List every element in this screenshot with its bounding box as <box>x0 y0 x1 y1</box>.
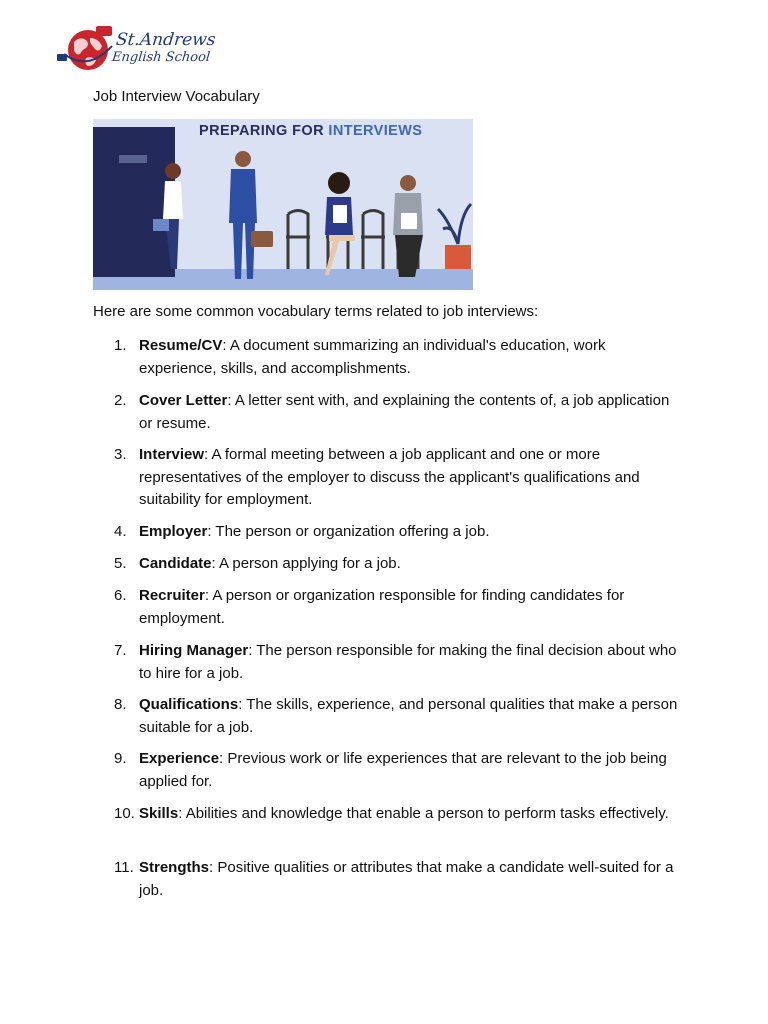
term-definition: : A person or organization responsible for finding candidates for employment. <box>139 587 625 627</box>
term-name: Hiring Manager <box>139 642 249 659</box>
term-definition: : A person applying for a job. <box>211 555 401 572</box>
term-name: Candidate <box>139 555 212 572</box>
term-definition: : Previous work or life experiences that are relevant to the job being applied for. <box>139 750 667 790</box>
page-title: Job Interview Vocabulary <box>93 88 260 105</box>
term-name: Cover Letter <box>139 392 228 409</box>
term-definition: : A letter sent with, and explaining the contents of, a job application or resume. <box>139 392 670 432</box>
term-name: Interview <box>139 446 205 463</box>
banner-heading: PREPARING FOR INTERVIEWS <box>199 123 423 139</box>
term-definition: : The person or organization offering a job. <box>207 523 490 540</box>
term-name: Skills <box>139 805 179 822</box>
term-name: Employer <box>139 523 208 540</box>
term-name: Experience <box>139 750 220 767</box>
interview-banner-image <box>93 119 473 290</box>
term-name: Resume/CV <box>139 337 223 354</box>
term-definition: : Positive qualities or attributes that make a candidate well-suited for a job. <box>139 859 674 899</box>
term-name: Qualifications <box>139 696 239 713</box>
term-definition: : Abilities and knowledge that enable a person to perform tasks effectively. <box>178 805 669 822</box>
term-definition: : A formal meeting between a job applicant and one or more representatives of the employer to discuss the applicant's qualifications and suitability for employment. <box>139 446 640 508</box>
term-name: Strengths <box>139 859 210 876</box>
logo-line-1: St.Andrews <box>114 30 217 50</box>
term-definition: : A document summarizing an individual's education, work experience, skills, and accomplishments. <box>139 337 606 377</box>
term-definition: : The person responsible for making the final decision about who to hire for a job. <box>139 642 677 682</box>
term-definition: : The skills, experience, and personal qualities that make a person suitable for a job. <box>139 696 678 736</box>
logo-line-2: English School <box>111 50 211 65</box>
term-name: Recruiter <box>139 587 205 604</box>
intro-text: Here are some common vocabulary terms related to job interviews: <box>93 303 539 320</box>
